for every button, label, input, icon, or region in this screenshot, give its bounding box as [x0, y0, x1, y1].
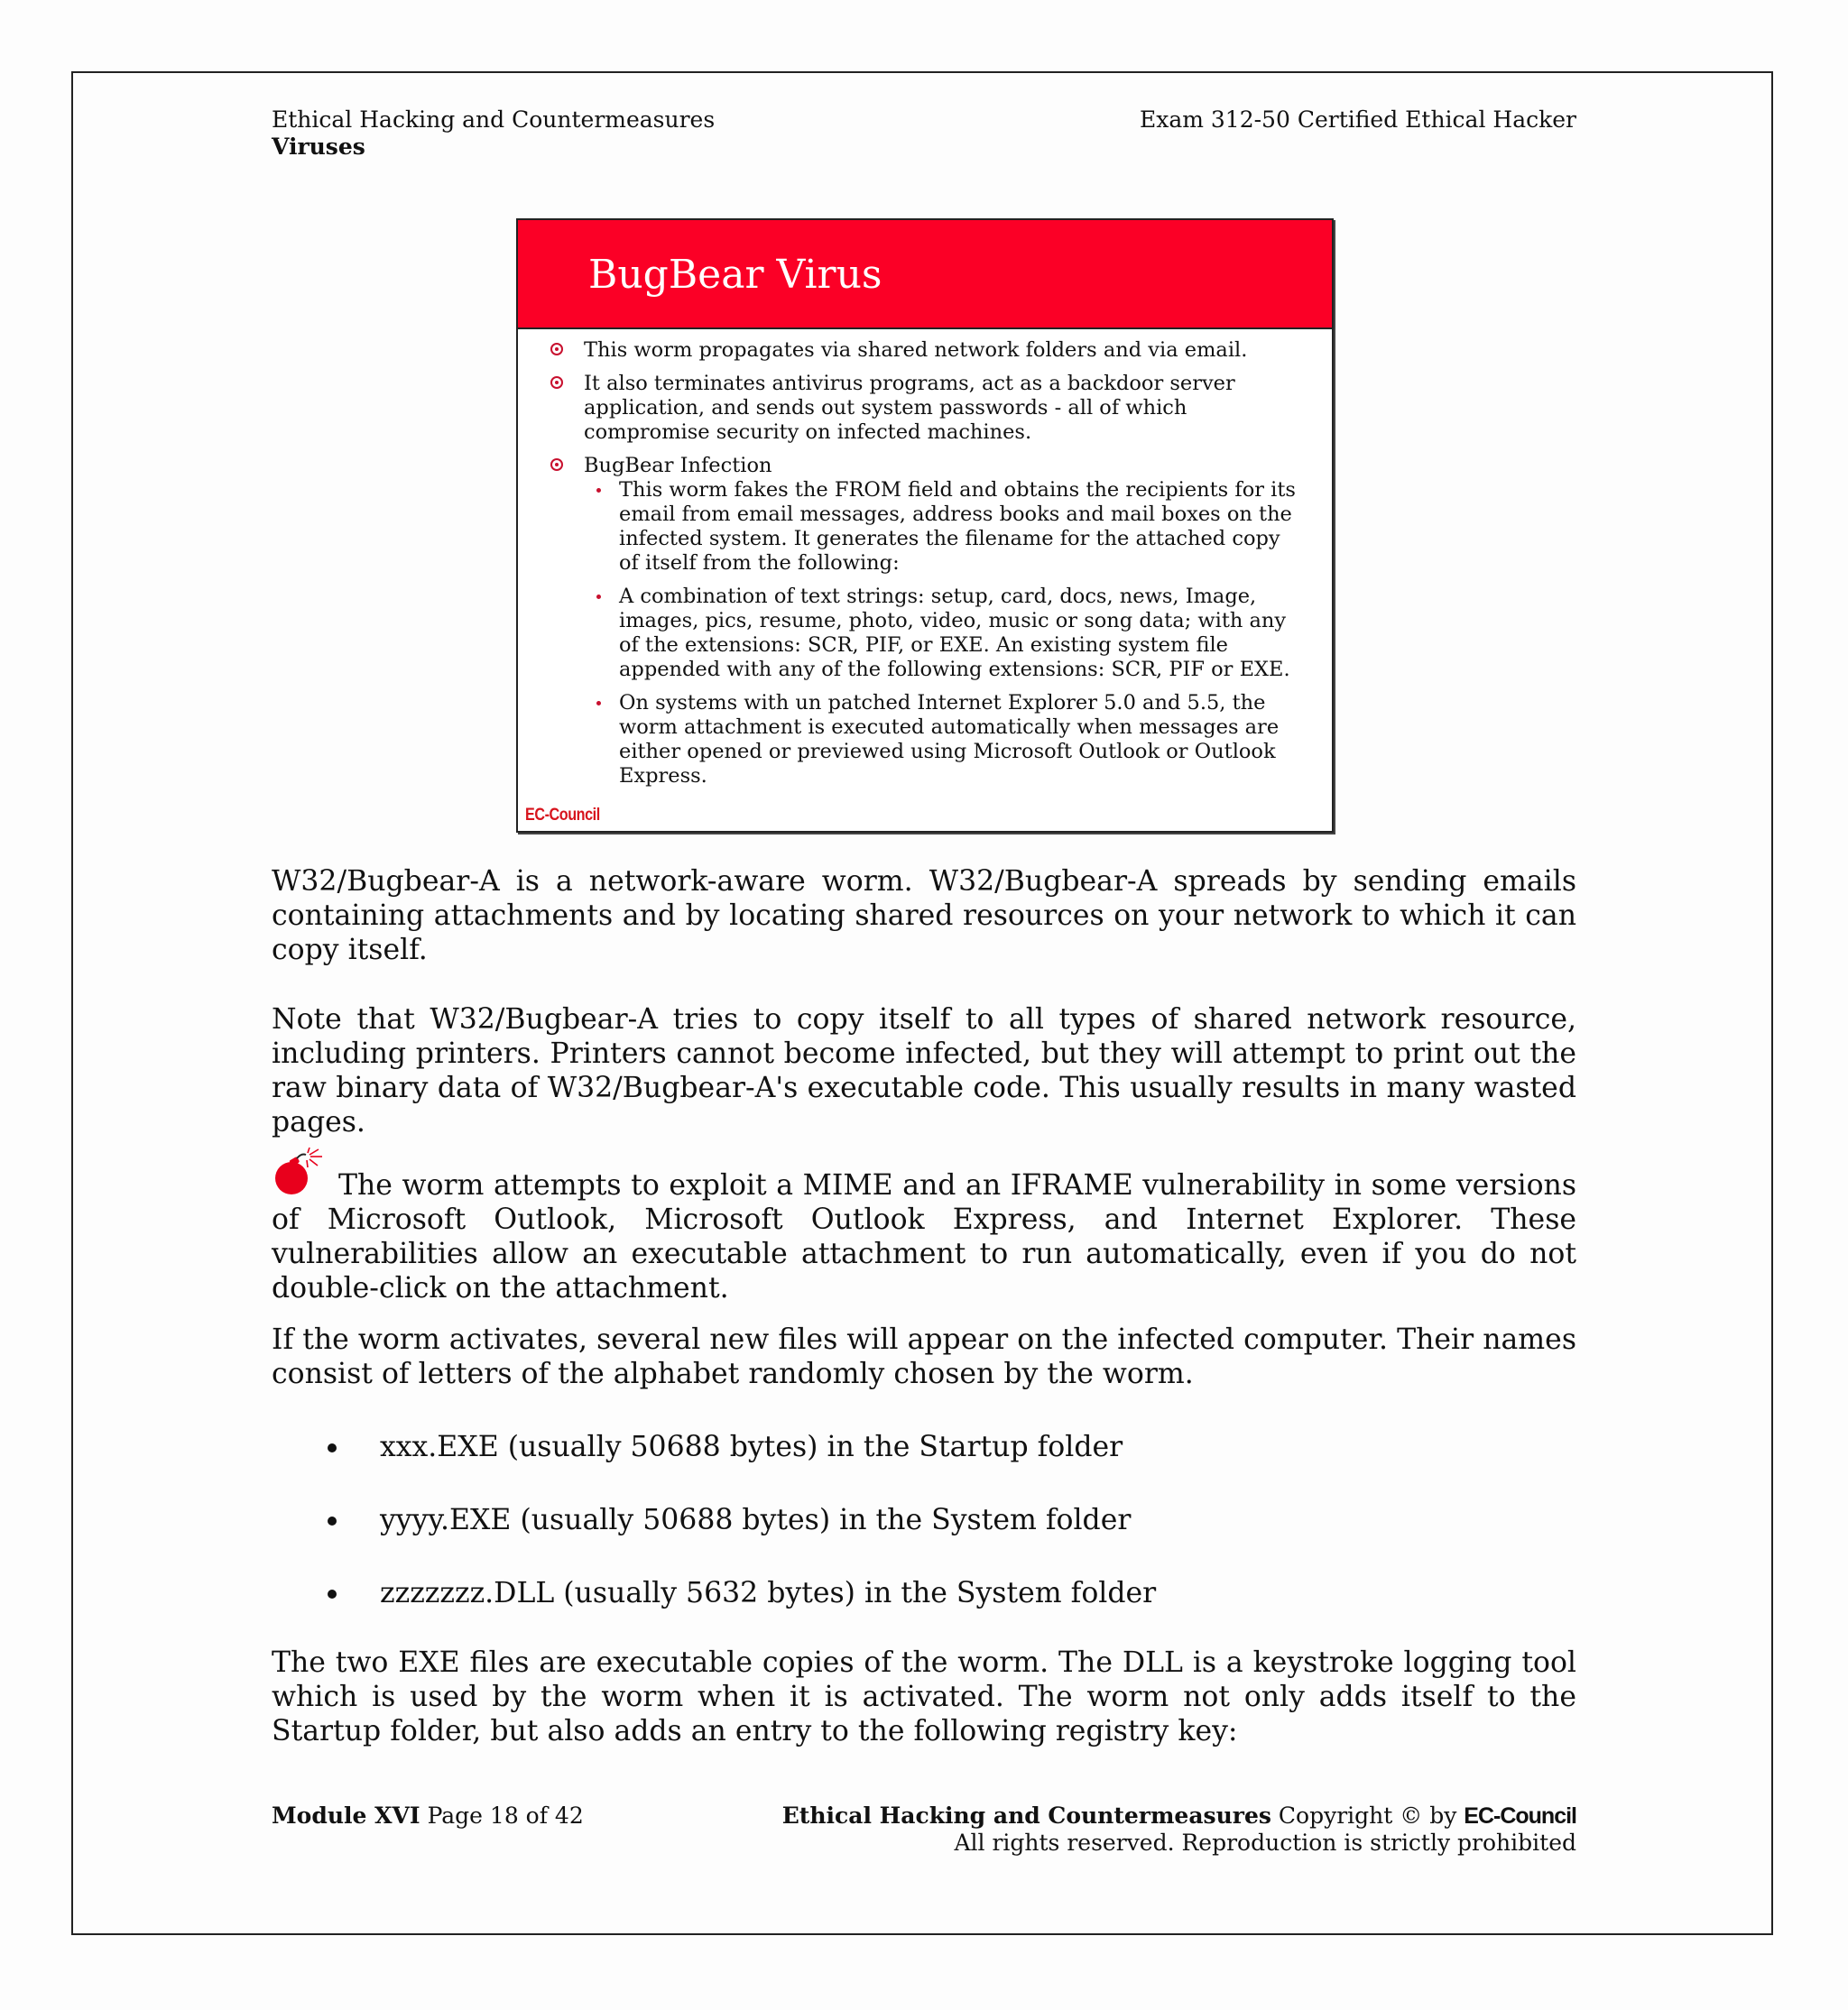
slide-point: This worm propagates via shared network folders and via email. — [550, 338, 1305, 363]
footer-module: Module XVI Page 18 of 42 — [272, 1803, 584, 1829]
slide-figure — [516, 218, 1334, 833]
header-section: Viruses — [272, 134, 365, 160]
target-bullet-icon — [550, 343, 563, 355]
target-bullet-icon — [550, 458, 563, 471]
slide-subpoint: A combination of text strings: setup, card, docs, news, Image, images, pics, resume, photo, video, music or song data; with any of the extensions: SCR, PIF, or EXE. An existing system file appended with any of the following extensions: SCR, PIF or EXE. — [584, 585, 1305, 682]
bullet-icon — [328, 1590, 337, 1599]
header-left-title: Ethical Hacking and Countermeasures — [272, 106, 716, 133]
paragraph-3: The worm attempts to exploit a MIME and an IFRAME vulnerability in some versions of Microsoft Outlook, Microsoft Outlook Express, and Internet Explorer. These vulnerabilities allow an executable attachment to run automatically, even if you do not double-click on the attachment. — [272, 1148, 1576, 1305]
bullet-icon — [328, 1443, 337, 1452]
paragraph-2: Note that W32/Bugbear-A tries to copy itself to all types of shared network resource, including printers. Printers cannot become infected, but they will attempt to print out the raw binary data of W32/Bugbear-A's executable code. This usually results in many wasted pages. — [272, 1003, 1576, 1139]
slide-body — [518, 329, 1332, 788]
ec-council-logo: EC-Council — [525, 806, 600, 825]
ec-council-brand: EC-Council — [1464, 1803, 1576, 1829]
footer-copyright: Ethical Hacking and Countermeasures Copyright © by EC-Council — [781, 1803, 1576, 1829]
bomb-icon — [272, 1148, 338, 1198]
header-right-title: Exam 312-50 Certified Ethical Hacker — [1139, 106, 1576, 133]
dot-bullet-icon — [596, 488, 601, 493]
target-bullet-icon — [550, 376, 563, 389]
paragraph-5: The two EXE files are executable copies of the worm. The DLL is a keystroke logging tool which is used by the worm when it is activated. The worm not only adds itself to the Startup folder, but also adds an entry to the following registry key: — [272, 1646, 1576, 1747]
footer-rights: All rights reserved. Reproduction is strictly prohibited — [954, 1830, 1576, 1856]
paragraph-1: W32/Bugbear-A is a network-aware worm. W32/Bugbear-A spreads by sending emails containing attachments and by locating shared resources on your network to which it can copy itself. — [272, 865, 1576, 966]
slide-subpoint: On systems with un patched Internet Explorer 5.0 and 5.5, the worm attachment is executed automatically when messages are either opened or previewed using Microsoft Outlook or Outlook Express. — [584, 691, 1305, 788]
bullet-icon — [328, 1517, 337, 1526]
paragraph-4: If the worm activates, several new files will appear on the infected computer. Their names consist of letters of the alphabet randomly chosen by the worm. — [272, 1323, 1576, 1390]
dot-bullet-icon — [596, 595, 601, 599]
slide-title: BugBear Virus — [518, 220, 1332, 329]
slide-subpoint: This worm fakes the FROM field and obtains the recipients for its email from email messages, address books and mail boxes on the infected system. It generates the filename for the attached copy of itself from the following: — [584, 478, 1305, 576]
dot-bullet-icon — [596, 701, 601, 705]
slide-point: BugBear Infection This worm fakes the FROM field and obtains the recipients for its email from email messages, address books and mail boxes on the infected system. It generates the filename for the attached copy of itself from the following: A combination of text strings: setup, card, docs, news, Image, images, pics, resume, photo, video, music or song data; with any of the extensions: SCR, PIF, or EXE. An existing system file appended with any of the following extensions: SCR, PIF or EXE. On systems with un patched Internet Explorer 5.0 and 5.5, the worm attachment is executed automatically when messages are either opened or previewed using Microsoft Outlook or Outlook Express. — [550, 454, 1305, 788]
slide-point: It also terminates antivirus programs, act as a backdoor server application, and sends out system passwords - all of which compromise security on infected machines. — [550, 372, 1305, 445]
